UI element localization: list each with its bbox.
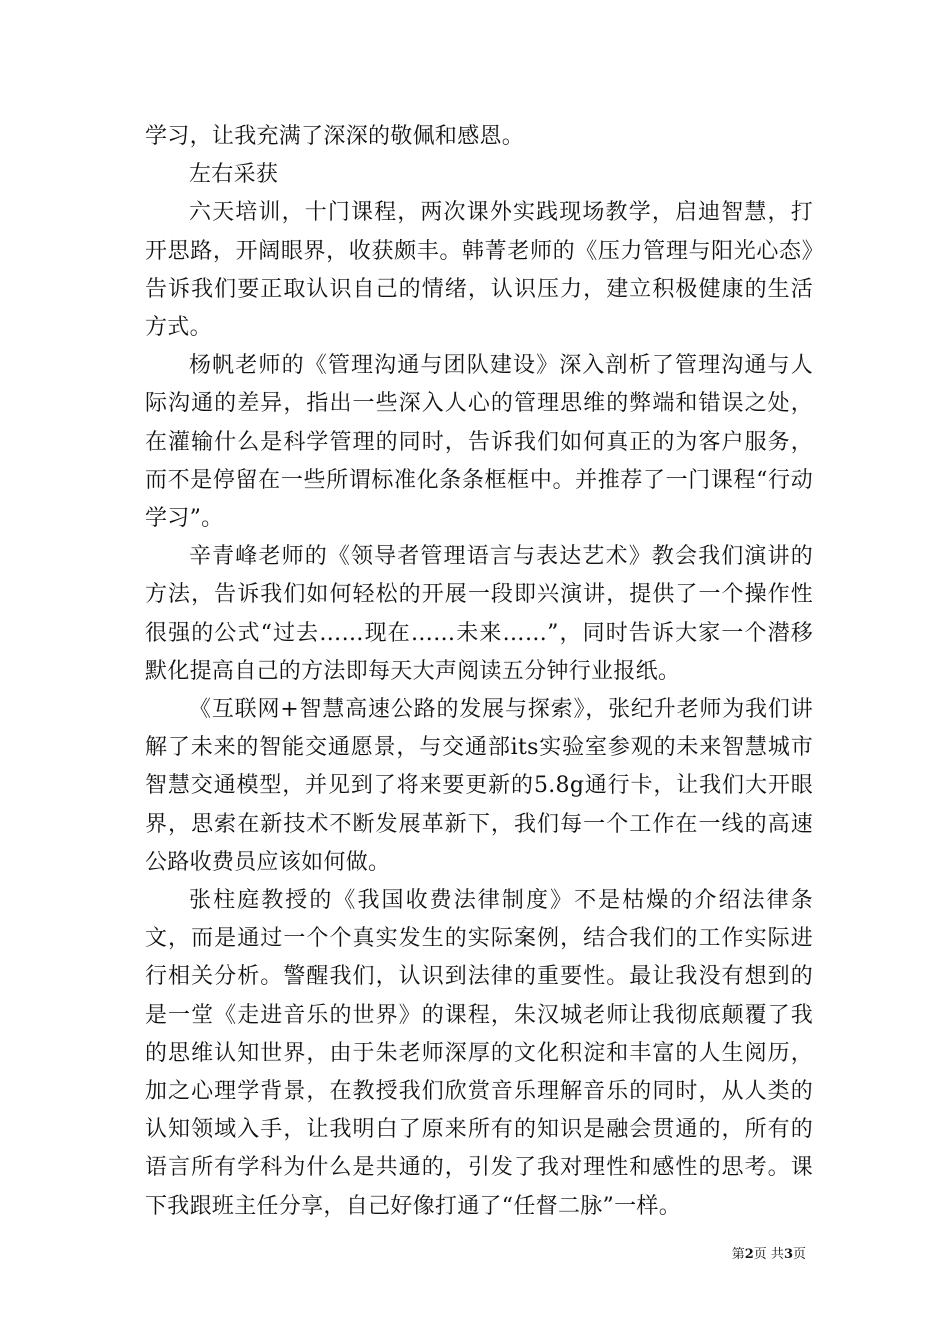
paragraph: 辛青峰老师的《领导者管理语言与表达艺术》教会我们演讲的方法，告诉我们如何轻松的开展一段即兴演讲，提供了一个操作性很强的公式“过去……现在……未来……”，同时告诉大家一个潜移默化提高自己的方法即每天大声阅读五分钟行业报纸。	[145, 544, 813, 684]
footer-prefix: 第	[731, 1247, 745, 1262]
document-body	[145, 118, 813, 1226]
page-footer	[732, 1247, 806, 1263]
paragraph: 张柱庭教授的《我国收费法律制度》不是枯燥的介绍法律条文，而是通过一个个真实发生的实际案例，结合我们的工作实际进行相关分析。警醒我们，认识到法律的重要性。最让我没有想到的是一堂《走进音乐的世界》的课程，朱汉城老师让我彻底颠覆了我的思维认知世界，由于朱老师深厚的文化积淀和丰富的人生阅历，加之心理学背景，在教授我们欣赏音乐理解音乐的同时，从人类的认知领域入手，让我明白了原来所有的知识是融会贯通的，所有的语言所有学科为什么是共通的，引发了我对理性和感性的思考。课下我跟班主任分享，自己好像打通了“任督二脉”一样。	[145, 888, 813, 1219]
footer-middle: 页 共	[753, 1247, 784, 1262]
paragraph: 杨帆老师的《管理沟通与团队建设》深入剖析了管理沟通与人际沟通的差异，指出一些深入人心的管理思维的弊端和错误之处，在灌输什么是科学管理的同时，告诉我们如何真正的为客户服务，而不是停留在一些所谓标准化条条框框中。并推荐了一门课程“行动学习”。	[145, 353, 813, 532]
paragraph: 《互联网+智慧高速公路的发展与探索》，张纪升老师为我们讲解了未来的智能交通愿景，与交通部its实验室参观的未来智慧城市智慧交通模型，并见到了将来要更新的5.8g通行卡，让我们大开眼界，思索在新技术不断发展革新下，我们每一个工作在一线的高速公路收费员应该如何做。	[145, 697, 813, 875]
current-page-number: 2	[744, 1247, 754, 1262]
paragraph-continuation: 学习，让我充满了深深的敬佩和感恩。	[145, 124, 525, 149]
total-pages-number: 3	[783, 1247, 793, 1262]
section-heading: 左右采获	[189, 162, 279, 188]
footer-suffix: 页	[792, 1247, 806, 1262]
paragraph: 六天培训，十门课程，两次课外实践现场教学，启迪智慧，打开思路，开阔眼界，收获颇丰。韩菁老师的《压力管理与阳光心态》告诉我们要正取认识自己的情绪，认识压力，建立积极健康的生活方式。	[145, 200, 813, 341]
